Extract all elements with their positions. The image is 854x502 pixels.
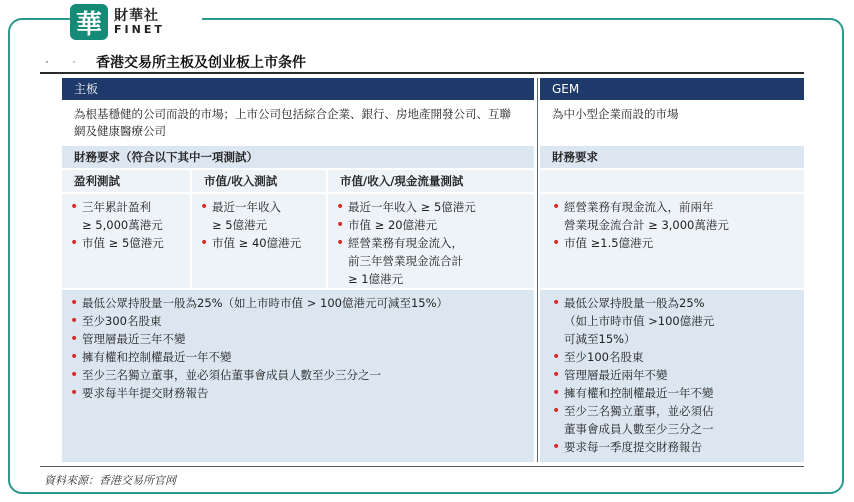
logo-name-en: FINET xyxy=(114,22,165,36)
list-item: • 三年累計盈利 ≥ 5,000萬港元 xyxy=(68,198,184,234)
list-item: • 要求每半年提交財務報告 xyxy=(68,384,528,402)
list-item: • 至少300名股東 xyxy=(68,312,528,330)
gem-test-name-spacer xyxy=(540,170,804,192)
mcap-revenue-cashflow-test-cell xyxy=(328,194,534,288)
source-note: 資料來源：香港交易所官网 xyxy=(44,474,176,487)
gem-other-requirements xyxy=(540,290,804,462)
list-item: • 最近一年收入 ≥ 5億港元 xyxy=(334,198,528,216)
title-dots-icon xyxy=(44,58,84,66)
main-board-other-requirements xyxy=(62,290,534,462)
profit-test-cell xyxy=(62,194,190,288)
gem-financial-title: 財務要求 xyxy=(540,146,804,168)
list-item: • 管理層最近兩年不變 xyxy=(550,366,798,384)
test-name-profit: 盈利測試 xyxy=(62,170,190,192)
list-item: • 擁有權和控制權最近一年不變 xyxy=(550,384,798,402)
logo-name-cn: 財華社 xyxy=(114,7,159,24)
mcap-revenue-test-cell xyxy=(192,194,326,288)
list-item: • 最近一年收入 ≥ 5億港元 xyxy=(198,198,320,234)
list-item: • 市值 ≥ 5億港元 xyxy=(68,234,184,252)
gem-description: 為中小型企業而設的市場 xyxy=(552,107,679,121)
source-rule xyxy=(40,466,804,467)
list-item: • 經營業務有現金流入， 前三年營業現金流合計 ≥ 1億港元 xyxy=(334,234,528,288)
list-item: • 經營業務有現金流入，前兩年 營業現金流合計 ≥ 3,000萬港元 xyxy=(550,198,798,234)
list-item: • 市值 ≥ 40億港元 xyxy=(198,234,320,252)
test-name-mcap-revenue: 市值/收入測試 xyxy=(192,170,326,192)
gem-financial-cell xyxy=(540,194,804,288)
list-item: • 至少三名獨立董事，並必須佔董事會成員人數至少三分之一 xyxy=(68,366,528,384)
list-item: • 最低公眾持股量一般為25%（如上市時市值 > 100億港元可減至15%） xyxy=(68,294,528,312)
page-title: 香港交易所主板及创业板上市条件 xyxy=(96,55,306,71)
main-board-description: 為根基穩健的公司而設的市場；上市公司包括綜合企業、銀行、房地產開發公司、互聯網及健康醫療公司 xyxy=(74,107,511,138)
list-item: • 市值 ≥1.5億港元 xyxy=(550,234,798,252)
list-item: • 擁有權和控制權最近一年不變 xyxy=(68,348,528,366)
column-divider xyxy=(537,78,538,462)
list-item: • 至少100名股東 xyxy=(550,348,798,366)
gem-header: GEM xyxy=(540,78,804,100)
list-item: • 管理層最近三年不變 xyxy=(68,330,528,348)
title-rule xyxy=(40,72,804,74)
finet-logo xyxy=(70,2,202,42)
list-item: • 要求每一季度提交財務報告 xyxy=(550,438,798,456)
logo-badge: 華 xyxy=(70,4,108,40)
listing-requirements-table xyxy=(62,78,804,462)
list-item: • 至少三名獨立董事，並必須佔 董事會成員人數至少三分之一 xyxy=(550,402,798,438)
main-board-header: 主板 xyxy=(62,78,534,100)
main-board-financial-title: 財務要求（符合以下其中一項測試） xyxy=(62,146,534,168)
list-item: • 市值 ≥ 20億港元 xyxy=(334,216,528,234)
test-name-mcap-revenue-cashflow: 市值/收入/現金流量測試 xyxy=(328,170,534,192)
list-item: • 最低公眾持股量一般為25% （如上市時市值 >100億港元 可減至15%） xyxy=(550,294,798,348)
